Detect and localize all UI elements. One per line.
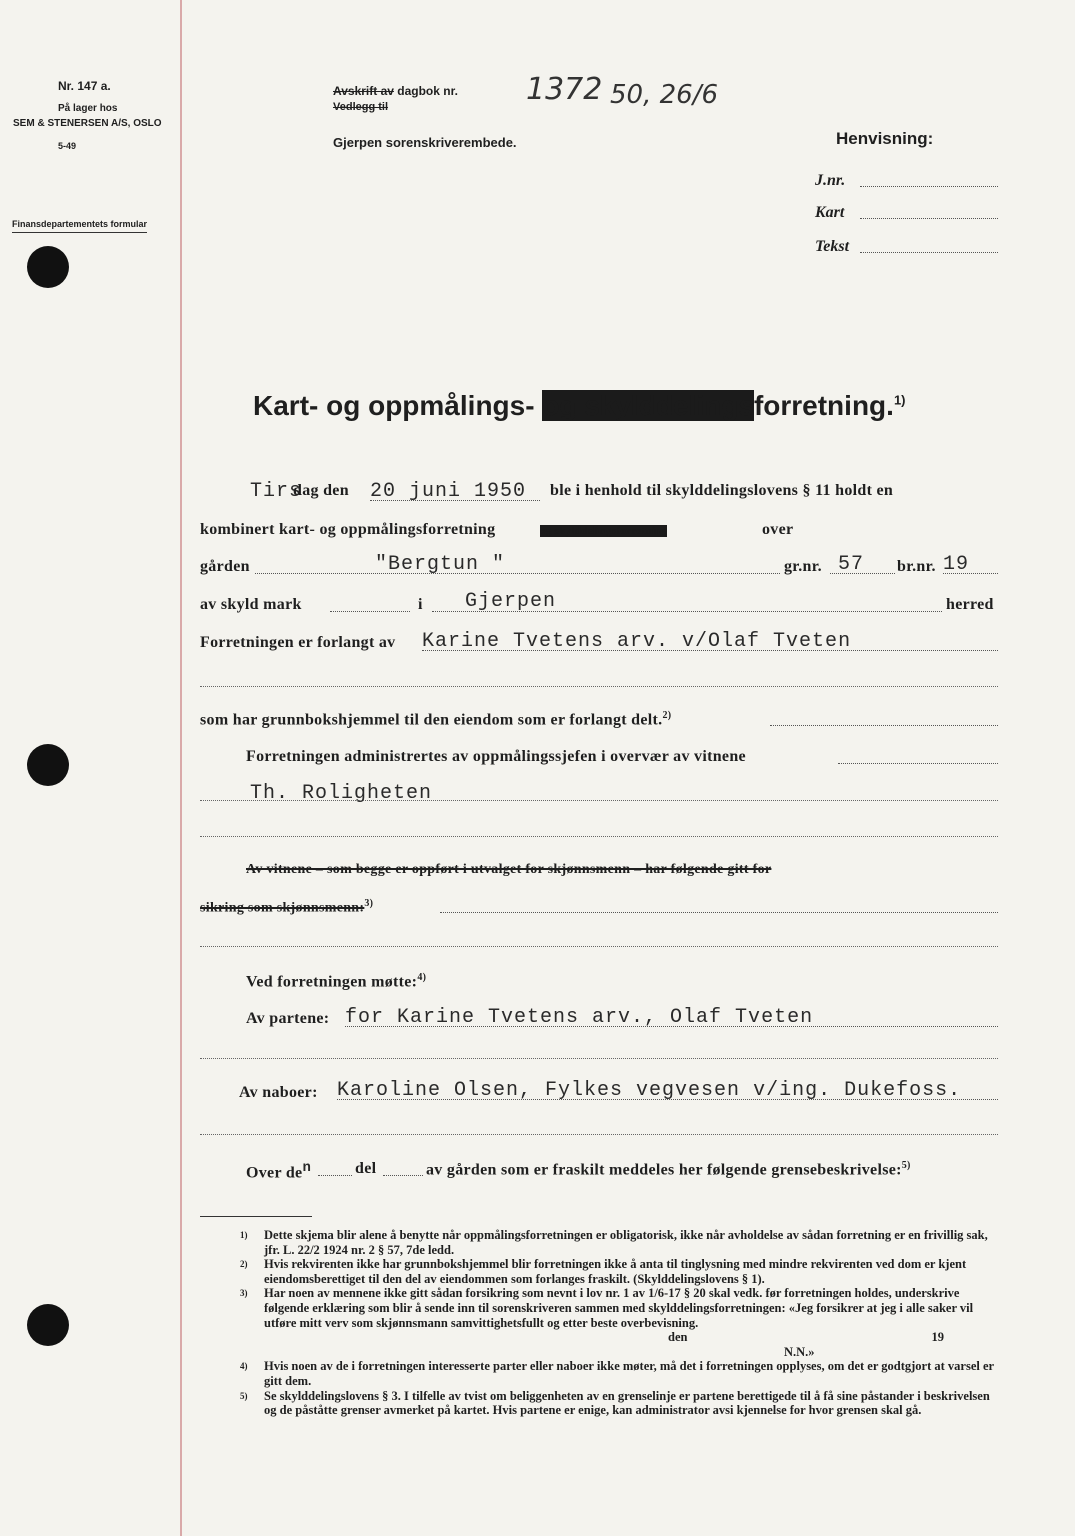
line-2-struck: og skylddelingsforretning bbox=[540, 525, 668, 537]
admin-line bbox=[838, 763, 998, 764]
hjemmel-line bbox=[770, 725, 998, 726]
reference-tekst-line bbox=[860, 252, 998, 253]
farm-line bbox=[255, 573, 780, 574]
footnote-3-signature: den 19 bbox=[668, 1330, 944, 1345]
skyld-label: av skyld mark bbox=[200, 596, 302, 613]
grnr-line bbox=[830, 573, 895, 574]
parties-line bbox=[345, 1026, 998, 1027]
requested-label: Forretningen er forlangt av bbox=[200, 634, 396, 651]
brnr-line bbox=[943, 573, 998, 574]
i-label: i bbox=[418, 596, 423, 613]
witness-name: Th. Roligheten bbox=[250, 782, 433, 805]
blank-line-3 bbox=[200, 946, 998, 947]
form-number: Nr. 147 a. bbox=[58, 79, 111, 93]
reference-jnr-label: J.nr. bbox=[815, 172, 846, 189]
document-title: Kart- og oppmålings- og skylddelingsforretning.$^{1)}$ bbox=[253, 390, 906, 421]
blank-line-2 bbox=[200, 836, 998, 837]
footnote-separator bbox=[200, 1216, 312, 1217]
stock-line-2: SEM & STENERSEN A/S, OSLO bbox=[13, 118, 162, 129]
blank-line-5 bbox=[200, 1134, 998, 1135]
requested-line bbox=[422, 650, 998, 651]
farm-name: "Bergtun " bbox=[375, 553, 506, 576]
reference-jnr-line bbox=[860, 186, 998, 187]
neighbours-line bbox=[337, 1099, 998, 1100]
herred-value: Gjerpen bbox=[465, 590, 557, 613]
neighbours-value: Karoline Olsen, Fylkes vegvesen v/ing. Dukefoss. bbox=[337, 1079, 962, 1102]
print-code: 5-49 bbox=[58, 141, 77, 151]
blank-line-1 bbox=[200, 686, 998, 687]
footnote-4: 4) Hvis noen av de i forretningen interesserte parter eller naboer ikke møter, må det i forretningen opplyses, om det er godtgjort at varsel er gitt dem. bbox=[240, 1359, 994, 1388]
parties-label: Av partene: bbox=[246, 1010, 330, 1027]
footnote-3-nn: N.N.» bbox=[784, 1344, 815, 1359]
footnote-5: 5) Se skylddelingslovens § 3. I tilfelle av tvist om beliggenheten av en grenselinje er partene berettigede til å få sine påstander i beskrivelsen og de påståtte grenser avmerket på kartet. Hvis partene er enige, kan administrator avsi kjennelse for hvor grensen skal gå. bbox=[240, 1388, 990, 1418]
margin-line bbox=[180, 0, 182, 1536]
del-label: del bbox=[355, 1160, 377, 1177]
footnote-3: 3) Har noen av mennene ikke gitt sådan forsikring som nevnt i lov nr. 1 av 1/6-17 § 20 skal vedk. før forretningen holdes, underskrive følgende erklæring som blir å sende inn til sorenskriveren sammen med skylddelingsforretningen: «Jeg forsikrer at jeg i alle saker vil utføre mitt verv som skjønnsmann samvittighetsfullt og etter beste overbevisning. den 19 N.N.» bbox=[240, 1286, 1000, 1359]
day-suffix: dag den bbox=[293, 482, 349, 499]
reference-tekst-label: Tekst bbox=[815, 238, 850, 255]
punch-hole-top bbox=[27, 246, 69, 288]
del-line bbox=[383, 1175, 423, 1176]
stamp-dagbok: dagbok nr. bbox=[397, 84, 458, 98]
day-handwritten: Tirs bbox=[250, 480, 303, 503]
witness-line bbox=[200, 800, 998, 801]
footnotes bbox=[240, 1228, 1000, 1418]
line-2-end: over bbox=[762, 521, 794, 538]
reference-kart-label: Kart bbox=[815, 204, 845, 221]
struck-line-1: Av vitnene – som begge er oppført i utvalget for skjønnsmenn – har følgende gitt for bbox=[246, 862, 772, 877]
stamp-struck-vedlegg: Vedlegg til bbox=[333, 101, 389, 113]
over-label: Over $de^n$ bbox=[246, 1160, 312, 1182]
grnr-value: 57 bbox=[838, 553, 865, 576]
over-line bbox=[318, 1175, 352, 1176]
farm-label: gården bbox=[200, 558, 250, 575]
skyld-line bbox=[330, 611, 410, 612]
herred-label: herred bbox=[946, 596, 994, 613]
footnote-1: 1) Dette skjema blir alene å benytte når oppmålingsforretningen er obligatorisk, ikke når avholdelse av sådan forretning er en frivillig sak, jfr. L. 22/2 1924 nr. 2 § 57, 7de ledd. bbox=[240, 1228, 988, 1257]
brnr-value: 19 bbox=[943, 553, 970, 576]
ministry-formular: Finansdepartementets formular bbox=[12, 218, 147, 233]
date-line bbox=[370, 500, 540, 501]
neighbours-label: Av naboer: bbox=[239, 1084, 318, 1101]
punch-hole-bottom bbox=[27, 1304, 69, 1346]
footnote-2: 2) Hvis rekvirenten ikke har grunnbokshjemmel blir forretningen ikke å anta til tinglysning med mindre rekvirenten ved dom er kjent eiendomsberettiget til den del av eiendommen som forlanges fraskilt. (Skylddelingslovens § 1). bbox=[240, 1257, 967, 1286]
struck-line-2-dots bbox=[440, 912, 998, 913]
stock-line-1: På lager hos bbox=[58, 103, 118, 114]
stamp-office: Gjerpen sorenskriverembede. bbox=[333, 135, 517, 150]
blank-line-4 bbox=[200, 1058, 998, 1059]
reference-kart-line bbox=[860, 218, 998, 219]
grnr-label: gr.nr. bbox=[784, 558, 822, 575]
parties-value: for Karine Tvetens arv., Olaf Tveten bbox=[345, 1006, 814, 1029]
reference-heading: Henvisning: bbox=[836, 129, 934, 148]
punch-hole-middle bbox=[27, 744, 69, 786]
met-label: Ved forretningen møtte:$^{4)}$ bbox=[246, 972, 427, 991]
stamp-journal-number: 1372 bbox=[526, 72, 603, 107]
requested-by: Karine Tvetens arv. v/Olaf Tveten bbox=[422, 630, 852, 653]
admin-text: Forretningen administrertes av oppmålingssjefen i overvær av vitnene bbox=[246, 748, 746, 765]
sentence-1-end: ble i henhold til skylddelingslovens § 11 holdt en bbox=[550, 482, 894, 499]
struck-line-2: sikring som skjønnsmenn:$^{3)}$ bbox=[200, 898, 374, 916]
herred-line bbox=[432, 611, 942, 612]
stamp-line-1 bbox=[333, 85, 458, 98]
line-2-start: kombinert kart- og oppmålingsforretning bbox=[200, 521, 496, 538]
boundary-text: av gården som er fraskilt meddeles her følgende grensebeskrivelse:$^{5)}$ bbox=[426, 1160, 911, 1179]
stamp-year-date: 50, 26/6 bbox=[610, 80, 718, 110]
title-struck: og skylddelings bbox=[542, 390, 754, 421]
brnr-label: br.nr. bbox=[897, 558, 936, 575]
stamp-struck-avskrift: Avskrift av bbox=[333, 84, 394, 98]
hjemmel-text: som har grunnbokshjemmel til den eiendom som er forlangt delt.$^{2)}$ bbox=[200, 710, 672, 729]
date-handwritten: 20 juni 1950 bbox=[370, 480, 527, 503]
